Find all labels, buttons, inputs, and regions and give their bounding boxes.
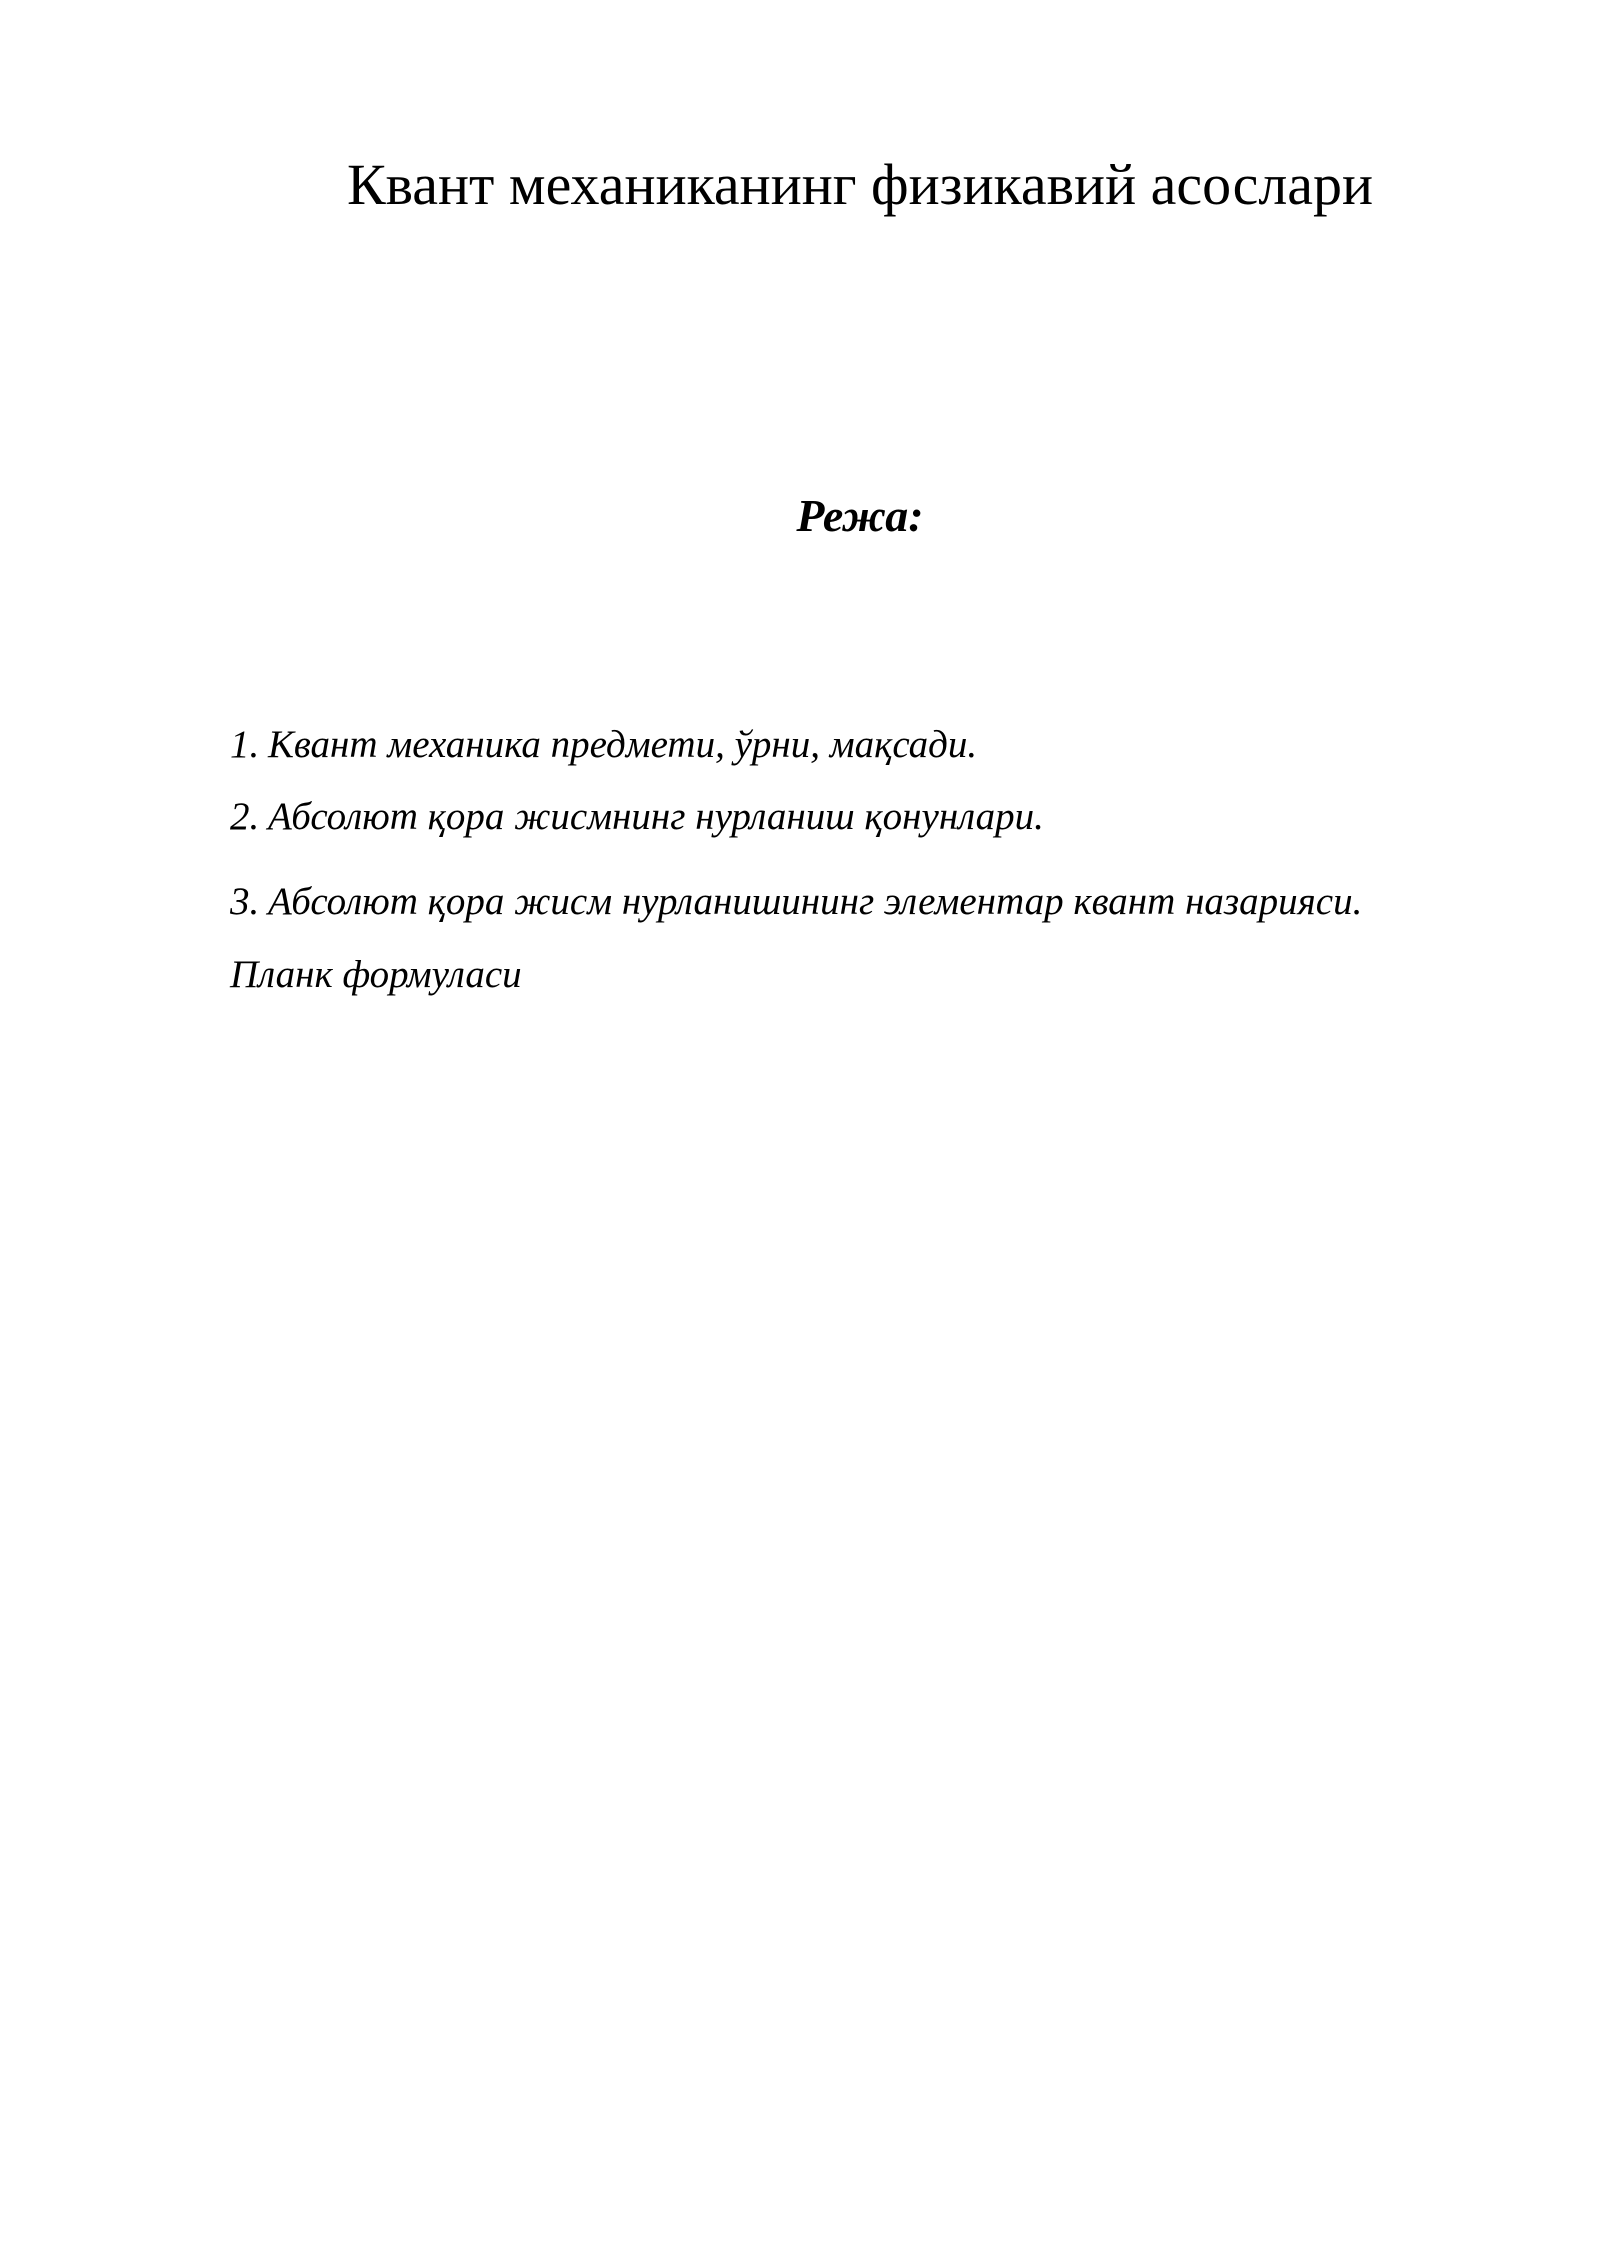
plan-item-1 [230, 722, 1530, 769]
plan-item-number: 1. [230, 723, 260, 766]
plan-item-text: Квант механика предмети, ўрни, мақсади. [268, 723, 978, 766]
plan-item-continuation: Планк формуласи [230, 953, 522, 997]
plan-item-2 [230, 794, 1530, 841]
plan-item-number: 3. [230, 879, 260, 923]
plan-item-text: Абсолют қора жисмнинг нурланиш қонунлари. [268, 794, 1044, 838]
plan-item-number: 2. [230, 794, 260, 838]
plan-item-3 [230, 879, 1530, 1000]
plan-item-text: Абсолют қора жисм нурланишининг элементар квант назарияси. [268, 879, 1363, 923]
document-title: Квант механиканинг физикавий асослари [346, 152, 1374, 217]
plan-list [230, 722, 1530, 999]
plan-heading: Режа: [796, 490, 924, 541]
